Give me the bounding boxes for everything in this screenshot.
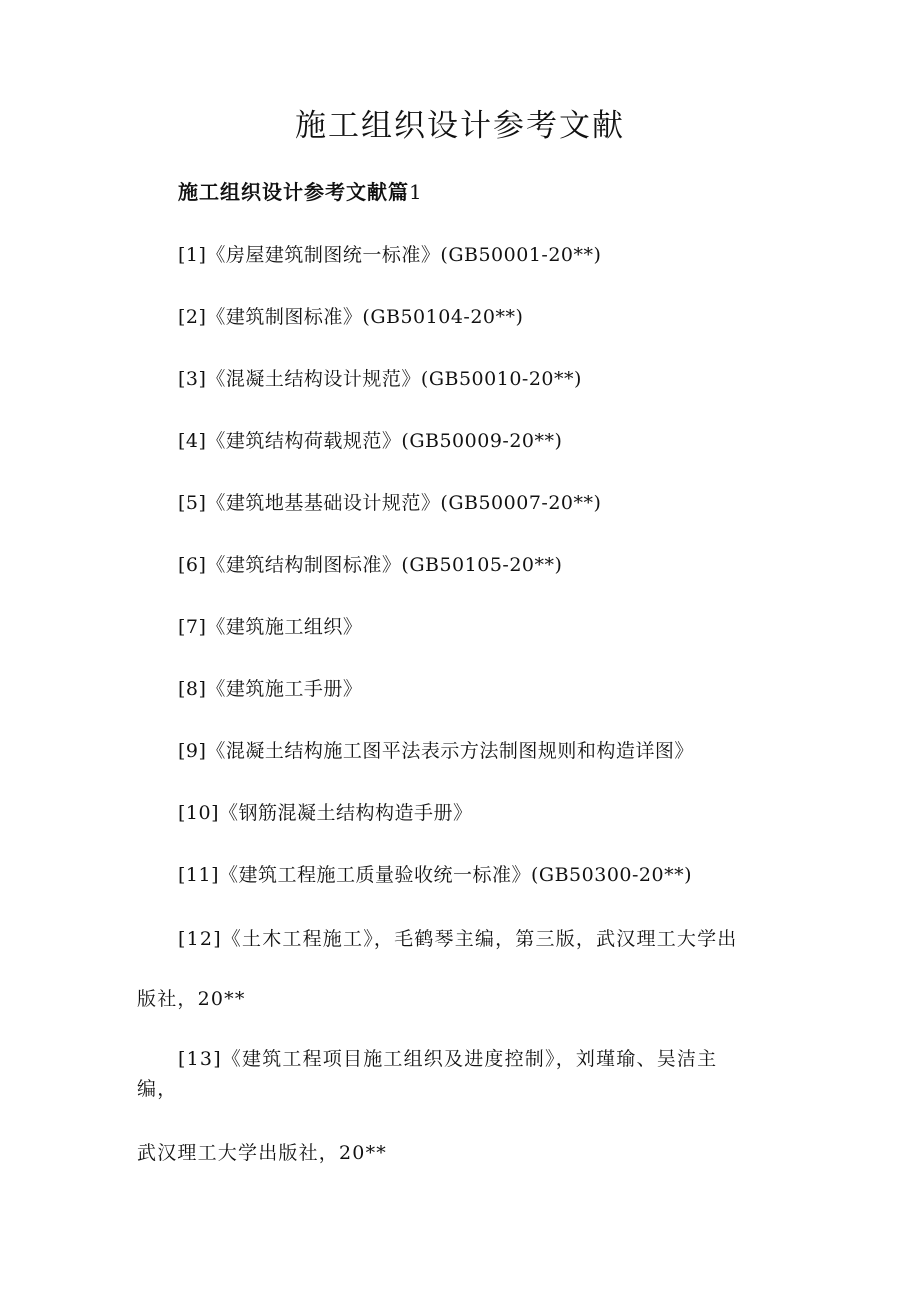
reference-item-13-line2: 编， <box>137 1078 178 1100</box>
reference-item: [8]《建筑施工手册》 <box>178 678 363 700</box>
reference-item: [3]《混凝土结构设计规范》(GB50010-20**) <box>178 368 582 390</box>
reference-item: [1]《房屋建筑制图统一标准》(GB50001-20**) <box>178 244 602 266</box>
reference-item-12-line1: [12]《土木工程施工》，毛鹤琴主编，第三版，武汉理工大学出 <box>178 928 738 950</box>
section-heading-number: 1 <box>409 180 423 204</box>
reference-item: [2]《建筑制图标准》(GB50104-20**) <box>178 306 524 328</box>
reference-item: [5]《建筑地基基础设计规范》(GB50007-20**) <box>178 492 602 514</box>
reference-item: [7]《建筑施工组织》 <box>178 616 363 638</box>
reference-item: [11]《建筑工程施工质量验收统一标准》(GB50300-20**) <box>178 864 693 886</box>
section-heading <box>178 180 423 204</box>
reference-item-12-line2: 版社，20** <box>137 988 246 1010</box>
reference-item-13-line1: [13]《建筑工程项目施工组织及进度控制》，刘瑾瑜、吴洁主 <box>178 1048 718 1070</box>
reference-item: [4]《建筑结构荷载规范》(GB50009-20**) <box>178 430 563 452</box>
reference-item: [10]《钢筋混凝土结构构造手册》 <box>178 802 473 824</box>
reference-item-13-line3: 武汉理工大学出版社，20** <box>137 1142 387 1164</box>
document-title: 施工组织设计参考文献 <box>295 108 625 144</box>
section-heading-text: 施工组织设计参考文献篇 <box>178 180 409 204</box>
reference-item: [6]《建筑结构制图标准》(GB50105-20**) <box>178 554 563 576</box>
reference-item: [9]《混凝土结构施工图平法表示方法制图规则和构造详图》 <box>178 740 694 762</box>
